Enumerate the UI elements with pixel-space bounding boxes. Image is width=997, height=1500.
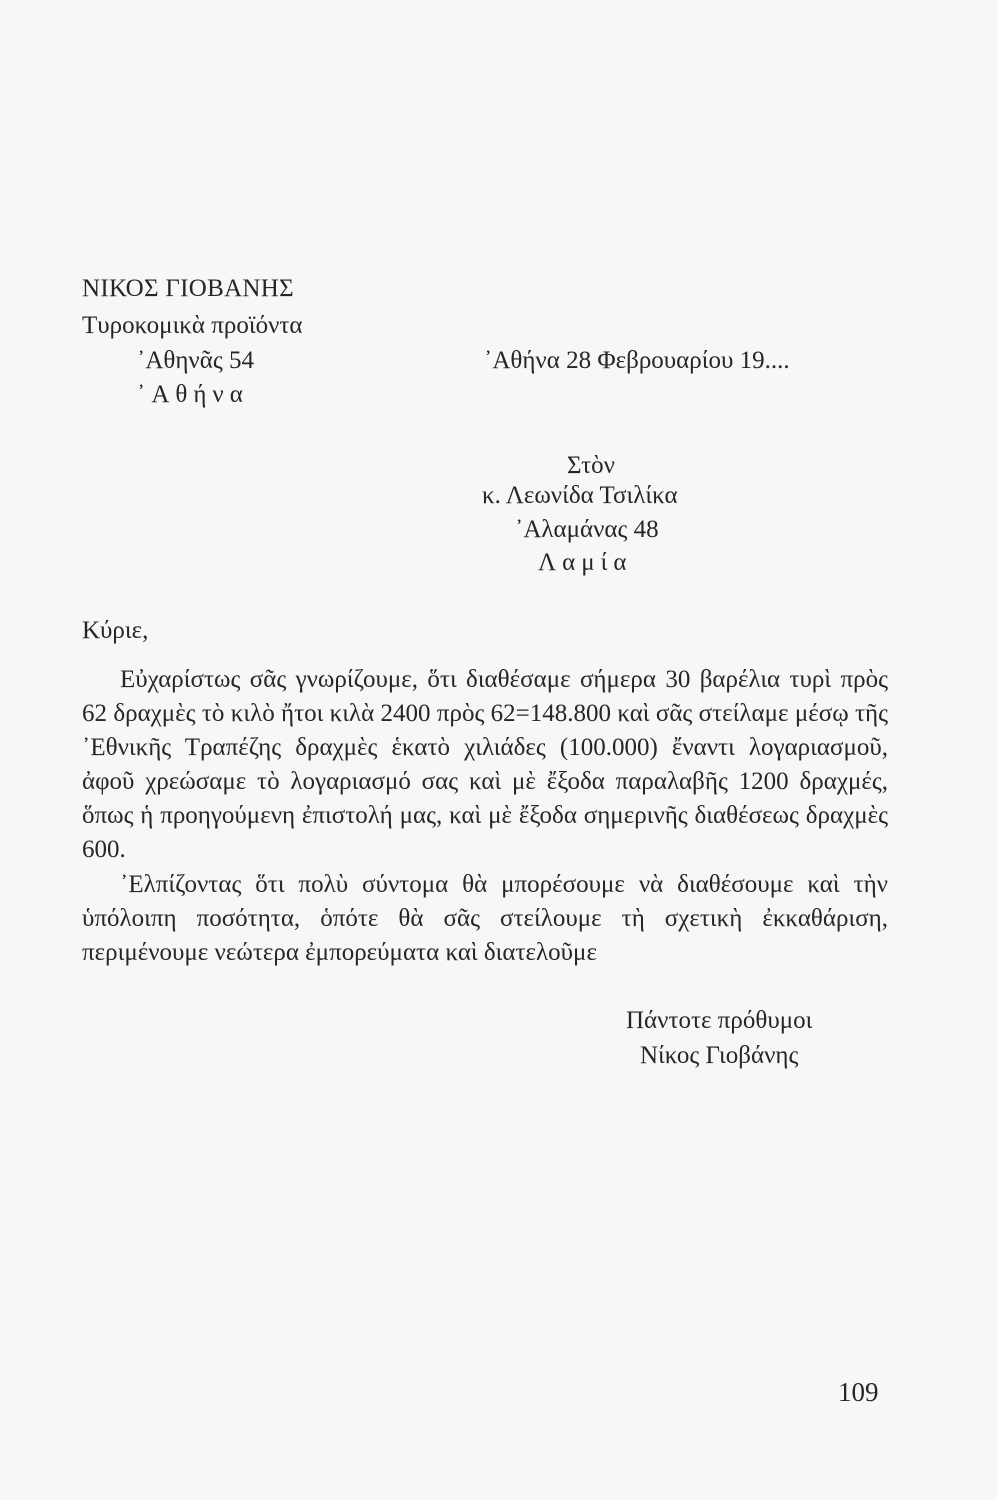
closing: Πάντοτε πρόθυμοι <box>626 1007 813 1034</box>
signature: Νίκος Γιοβάνης <box>640 1042 799 1069</box>
sender-street: ᾿Αθηνᾶς 54 <box>137 347 254 374</box>
salutation: Κύριε, <box>82 617 149 644</box>
recipient-city: Λαμία <box>538 549 633 576</box>
recipient-name: κ. Λεωνίδα Τσιλίκα <box>482 482 678 509</box>
recipient-street: ᾿Αλαμάνας 48 <box>515 516 659 543</box>
sender-name: ΝΙΚΟΣ ΓΙΟΒΑΝΗΣ <box>82 275 294 302</box>
body-paragraph-1: Εὐχαρίστως σᾶς γνωρίζουμε, ὅτι διαθέσαμε σήμερα 30 βαρέλια τυρὶ πρὸς 62 δραχμὲς τὸ κιλὸ ἤτοι κιλὰ 2400 πρὸς 62=148.800 καὶ σᾶς στείλαμε μέσῳ τῆς ᾿Εθνικῆς Τραπέζης δραχμὲς ἑκατὸ χιλιάδες (100.000) ἔναντι λογαριασμοῦ, ἀφοῦ χρεώσαμε τὸ λογαριασμό σας καὶ μὲ ἔξοδα παραλαβῆς 1200 δραχμές, ὅπως ἡ προηγούμενη ἐπιστολή μας, καὶ μὲ ἔξοδα σημερινῆς διαθέσεως δραχμὲς 600. <box>82 666 888 863</box>
sender-city: ᾿Αθήνα <box>137 381 249 408</box>
body-paragraph-2: ᾿Ελπίζοντας ὅτι πολὺ σύντομα θὰ μπορέσουμε νὰ διαθέσουμε καὶ τὴν ὑπόλοιπη ποσότητα, ὁπότε θὰ σᾶς στείλουμε τὴ σχετικὴ ἐκκαθάριση, περιμένουμε νεώτερα ἐμπορεύματα καὶ διατελοῦμε <box>82 871 888 966</box>
sender-trade: Τυροκομικὰ προϊόντα <box>82 312 303 339</box>
letter-date: ᾿Αθήνα 28 Φεβρουαρίου 19.... <box>484 347 790 374</box>
recipient-to: Στὸν <box>567 452 615 479</box>
page-number: 109 <box>838 1377 879 1407</box>
